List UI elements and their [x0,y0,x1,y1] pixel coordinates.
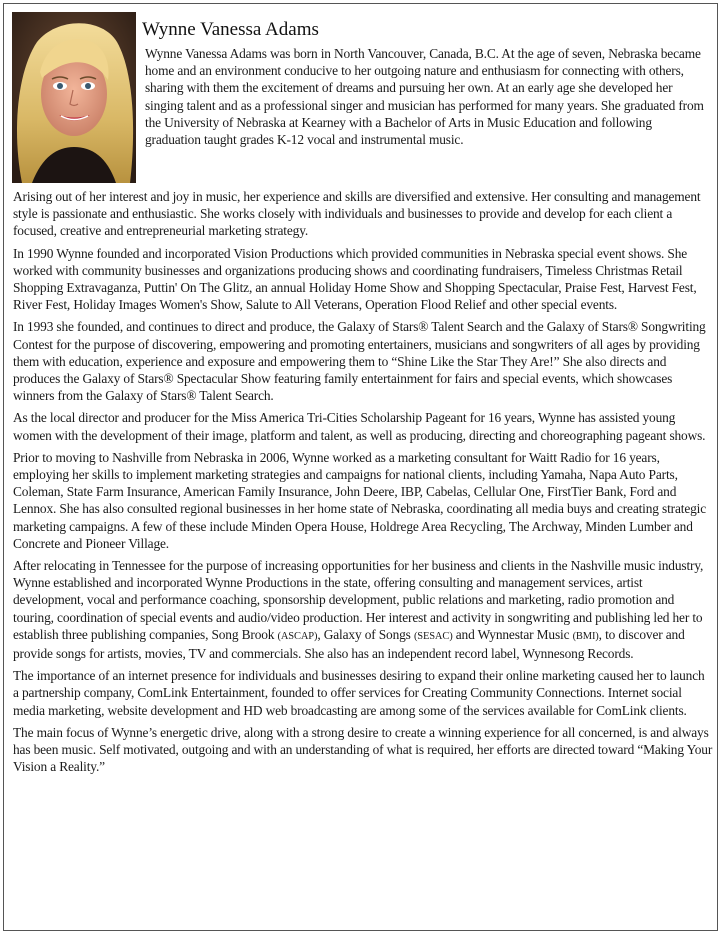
text-segment: , to discover and provide songs for artists, movies, TV and commercials. She also has an independent record label, Wynnesong Records. [13,626,685,662]
text-segment: and Wynnestar Music [452,626,573,642]
bio-page [3,3,718,931]
portrait-photo [12,12,136,183]
paragraph-music-skills: Arising out of her interest and joy in music, her experience and skills are diversified and extensive. Her consulting and management style is passionate and enthusiastic. She works closely with individuals and businesses to provide and develop for each client a focused, creative and entrepreneurial marketing strategy. [13,189,701,239]
paragraph-main-focus: The main focus of Wynne’s energetic drive, along with a strong desire to create a winning experience for all concerned, is and always has been music. Self motivated, outgoing and with an understanding of what is required, her efforts are directed toward “Making Your Vision a Reality.” [13,724,713,775]
paragraph-miss-america: As the local director and producer for the Miss America Tri-Cities Scholarship Pageant for 16 years, Wynne has assisted young women with the development of their image, platform and talent, as well as producing, directing and choreographing pageant shows. [13,410,706,443]
sesac-label: (SESAC) [413,630,453,642]
bio-title: Wynne Vanessa Adams [142,19,319,40]
paragraph-galaxy-of-stars: In 1993 she founded, and continues to direct and produce, the Galaxy of Stars® Talent Search and the Galaxy of Stars® Songwriting Contest for the purpose of discovering, empowering and promoting entertainers, musicians and songwriters of all ages by providing them with education, experience and exposure and empowering them to “Shine Like the Star They Are!” She also directs and produces the Galaxy of Stars® Spectacular Show featuring family entertainment for fairs and special events, which showcases winners from the Galaxy of Stars® Talent Search. [13,319,706,404]
intro-paragraph: Wynne Vanessa Adams was born in North Vancouver, Canada, B.C. At the age of seven, Nebraska became home and an environment conducive to her outgoing nature and enthusiasm for connecting with others, sharing with them the excitement of dreams and pursuing her own. At an early age she developed her singing talent and as a professional singer and musician has performed for many years. She graduated from the University of Nebraska at Kearney with a Bachelor of Arts in Music Education and following graduation taught grades K-12 vocal and instrumental music. [145,46,704,148]
text-segment: , Galaxy of Songs [317,626,414,642]
paragraph-wynne-productions [13,557,713,662]
paragraph-waitt-radio: Prior to moving to Nashville from Nebraska in 2006, Wynne worked as a marketing consultant for Waitt Radio for 16 years, employing her skills to implement marketing strategies and campaigns for national clients, including Yamaha, Napa Auto Parts, Coleman, State Farm Insurance, American Family Insurance, John Deere, IBP, Cabelas, Cellular One, FirstTier Bank, Ford and Lennox. She has also consulted regional businesses in her home state of Nebraska, coordinating all media buys and creating strategic marketing campaigns. A few of these include Minden Opera House, Holdrege Area Recycling, The Archway, Minden Lumber and Concrete and Pioneer Village. [13,449,707,551]
text-segment: After relocating in Tennessee for the purpose of increasing opportunities for her business and clients in the Nashville music industry, Wynne established and incorporated Wynne Productions in the state, offering consulting and management services, artist development, vocal and performance coaching, sponsorship development, public relations and marketing, radio promotion and touring, coordination of special events and audio/video production. Her interest and activity in songwriting and publishing led her to establish three publishing companies, Song Brook [13,558,704,642]
paragraph-vision-productions: In 1990 Wynne founded and incorporated Vision Productions which provided communities in Nebraska special event shows. She worked with community businesses and organizations producing shows and coordinating fundraisers, Timeless Christmas Retail Shopping Extravaganza, Puttin' On The Glitz, an annual Holiday Home Show and Shopping Spectacular, Praise Fest, Harvest Fest, River Fest, Holiday Images Women's Show, Salute to All Veterans, Operation Flood Relief and other special events. [13,245,697,313]
ascap-label: (ASCAP) [277,630,318,642]
bio-body [13,188,713,781]
bmi-label: (BMI) [572,630,599,642]
paragraph-comlink: The importance of an internet presence for individuals and businesses desiring to expand their online marketing caused her to launch a partnership company, ComLink Entertainment, founded to offer services for Creating Community Connections. Internet social media marketing, website development and HD web broadcasting are among some of the services available for ComLink clients. [13,668,705,718]
portrait-image [12,12,136,183]
